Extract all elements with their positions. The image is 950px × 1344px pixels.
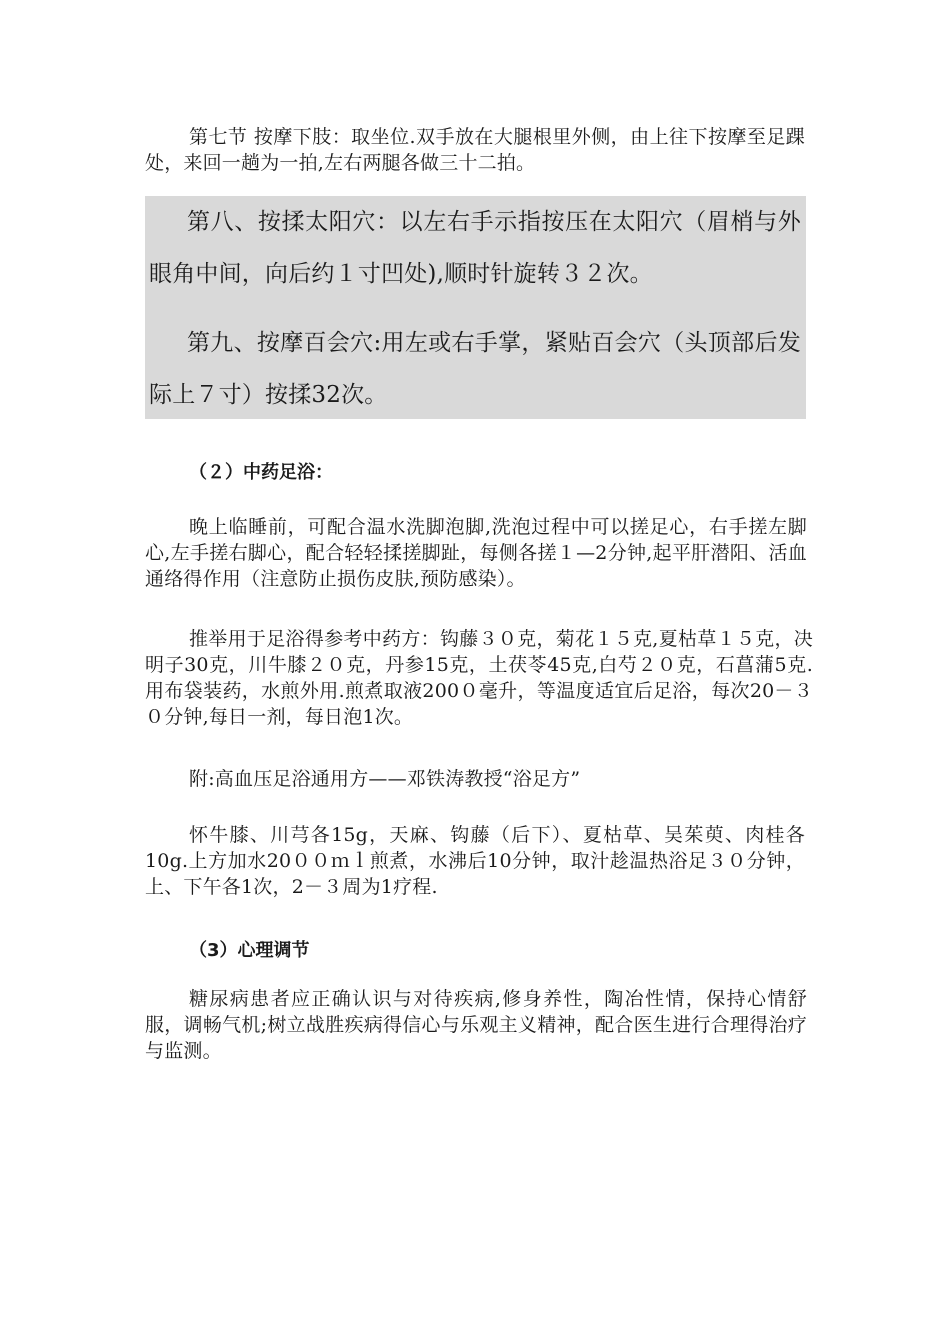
- paragraph-appendix-title: 附:高血压足浴通用方——邓铁涛教授“浴足方”: [189, 768, 581, 790]
- paragraph-footbath-intro: 晚上临睡前，可配合温水洗脚泡脚,洗泡过程中可以搓足心，右手搓左脚心,左手搓右脚心，配合轻轻揉搓脚趾，每侧各搓１—2分钟,起平肝潜阳、活血通络得作用（注意防止损伤皮肤,预防感染）。: [145, 516, 807, 590]
- heading-psych: （3）心理调节: [189, 940, 310, 961]
- paragraph-section-nine: 第九、按摩百会穴:用左或右手掌，紧贴百会穴（头顶部后发际上７寸）按揉32次。: [149, 330, 801, 408]
- paragraph-section-eight: 第八、按揉太阳穴：以左右手示指按压在太阳穴（眉梢与外眼角中间，向后约１寸凹处),顺时针旋转３２次。: [149, 209, 801, 287]
- paragraph-appendix-recipe: 怀牛膝、川芎各15g，天麻、钩藤（后下）、夏枯草、吴茱萸、肉桂各10g.上方加水20００ｍｌ煎煮，水沸后10分钟，取汁趁温热浴足３０分钟，上、下午各1次，2－３周为1疗程.: [145, 824, 805, 898]
- paragraph-footbath-recipe: 推举用于足浴得参考中药方：钩藤３０克，菊花１５克,夏枯草１５克，决明子30克，川牛膝２０克，丹参15克，土茯苓45克,白芍２０克，石菖蒲5克.用布袋装药，水煎外用.煎煮取液200０毫升，等温度适宜后足浴，每次20－３０分钟,每日一剂，每日泡1次。: [145, 628, 813, 728]
- heading-footbath: （２）中药足浴：: [189, 462, 333, 483]
- highlighted-block: [145, 196, 806, 419]
- paragraph-psych: 糖尿病患者应正确认识与对待疾病,修身养性，陶冶性情，保持心情舒服，调畅气机;树立战胜疾病得信心与乐观主义精神，配合医生进行合理得治疗与监测。: [145, 988, 807, 1062]
- paragraph-section-seven: 第七节 按摩下肢：取坐位.双手放在大腿根里外侧，由上往下按摩至足踝处，来回一趟为一拍,左右两腿各做三十二拍。: [145, 126, 805, 174]
